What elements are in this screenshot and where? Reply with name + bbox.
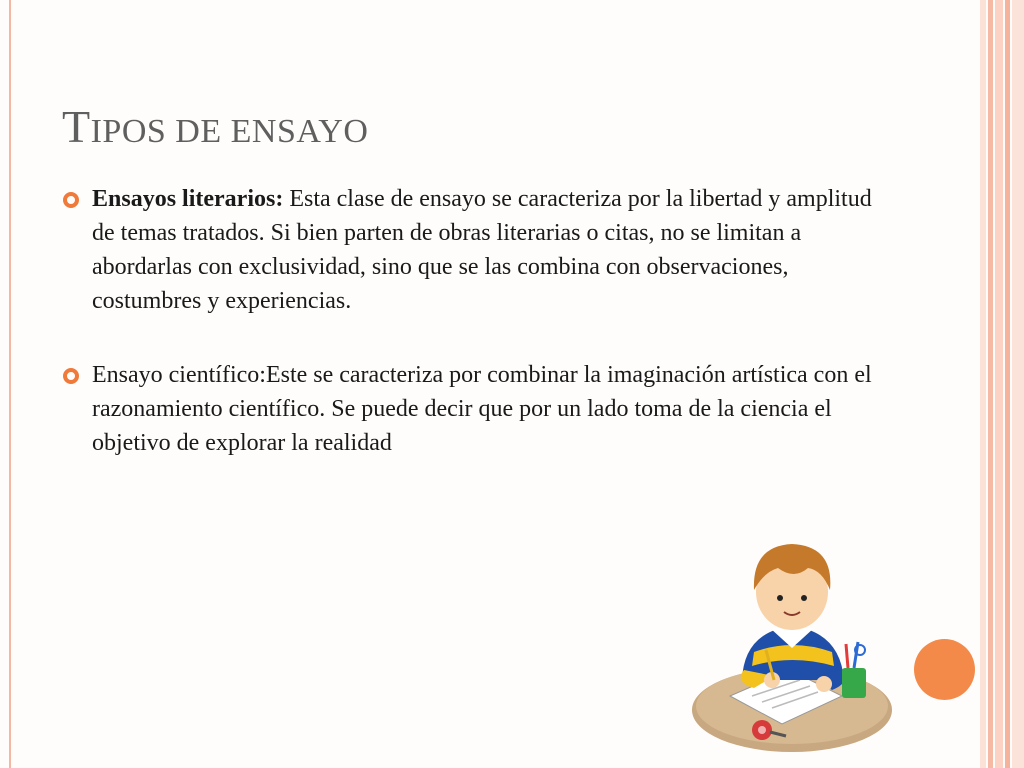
accent-dot (914, 639, 975, 700)
bullet-body: Esta clase de ensayo se caracteriza por la libertad y amplitud de temas tratados. Si bien parten de obras literarias o citas, no se limitan a abordarlas con exclusividad, sino que se las combina con observaciones, costumbres y experiencias. (92, 186, 872, 314)
circle-bullet-icon (62, 191, 80, 209)
bullet-body: Ensayo científico:Este se caracteriza por combinar la imaginación artística con el razonamiento científico. Se puede decir que por un lado toma de la ciencia el objetivo de explorar la realidad (92, 362, 872, 456)
right-decorative-stripes (980, 0, 1024, 768)
bullet-list (62, 182, 892, 500)
title-rest: IPOS DE ENSAYO (90, 113, 369, 150)
boy-writing-illustration (682, 520, 902, 760)
circle-bullet-icon (62, 367, 80, 385)
bullet-item-literarios (62, 182, 892, 318)
bullet-text (92, 182, 882, 318)
title-first-letter: T (62, 101, 91, 152)
bullet-bold-term: Ensayos literarios: (92, 186, 284, 212)
slide-title (62, 101, 369, 152)
bullet-text (92, 358, 882, 460)
left-border-line (9, 0, 11, 768)
bullet-item-cientifico (62, 358, 892, 460)
